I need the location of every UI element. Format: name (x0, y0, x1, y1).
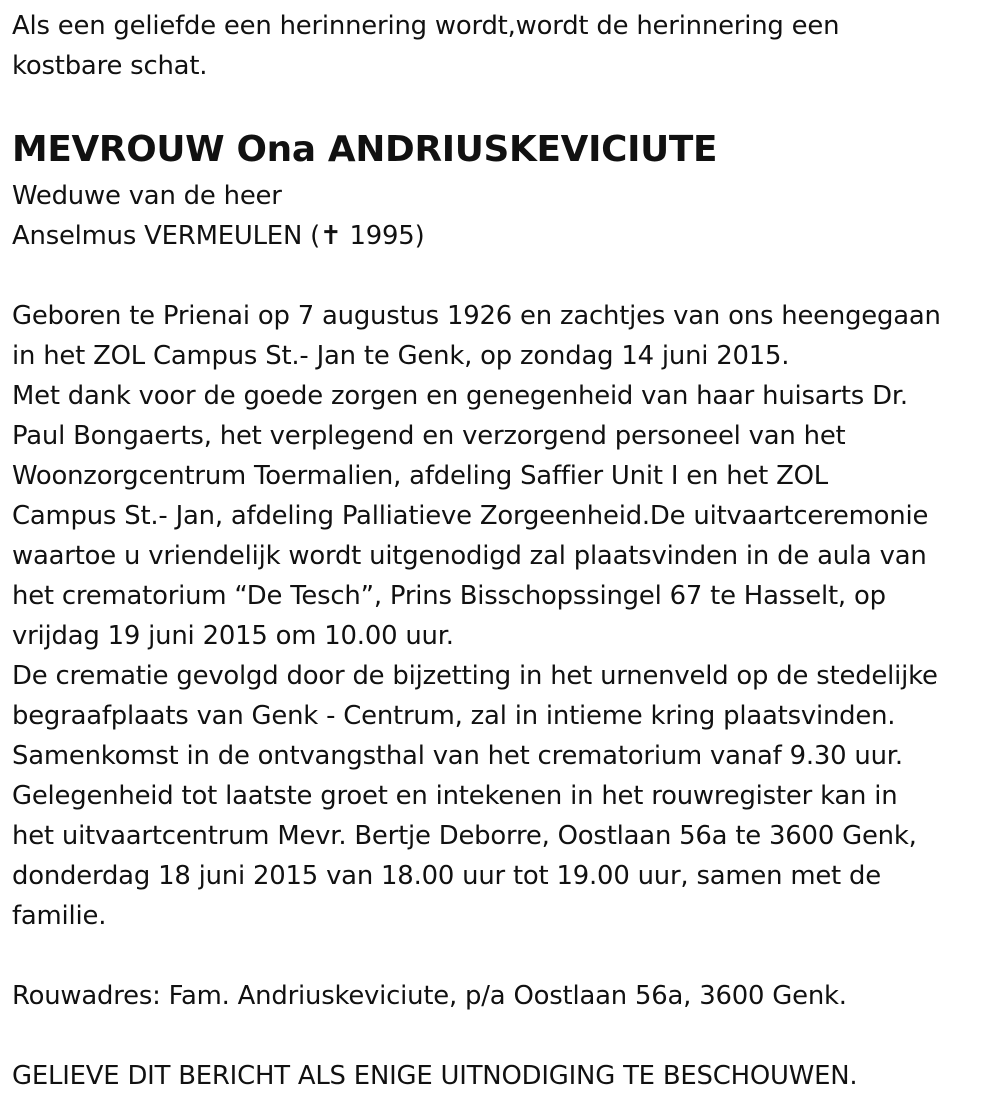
spouse-line (12, 216, 987, 256)
cross-icon: ✝ (320, 221, 342, 251)
body-line: Woonzorgcentrum Toermalien, afdeling Saffier Unit I en het ZOL (12, 461, 828, 491)
body-line: Samenkomst in de ontvangsthal van het crematorium vanaf 9.30 uur. (12, 741, 903, 771)
spouse-name: Anselmus VERMEULEN ( (12, 221, 321, 251)
spacer (12, 936, 992, 976)
quote-line-1: Als een geliefde een herinnering wordt,wordt de herinnering een (12, 11, 840, 41)
body-line: in het ZOL Campus St.- Jan te Genk, op zondag 14 juni 2015. (12, 341, 790, 371)
body-line: Campus St.- Jan, afdeling Palliatieve Zorgeenheid.De uitvaartceremonie (12, 501, 929, 531)
body-line: donderdag 18 juni 2015 van 18.00 uur tot 19.00 uur, samen met de (12, 861, 881, 891)
spacer (12, 256, 992, 296)
body-line: waartoe u vriendelijk wordt uitgenodigd zal plaatsvinden in de aula van (12, 541, 927, 571)
notice-line: GELIEVE DIT BERICHT ALS ENIGE UITNODIGING TE BESCHOUWEN. (12, 1061, 858, 1091)
body-line: Met dank voor de goede zorgen en genegenheid van haar huisarts Dr. (12, 381, 908, 411)
body-line: De crematie gevolgd door de bijzetting in het urnenveld op de stedelijke (12, 661, 938, 691)
relation-line: Weduwe van de heer (12, 181, 282, 211)
mourning-address: Rouwadres: Fam. Andriuskeviciute, p/a Oostlaan 56a, 3600 Genk. (12, 981, 847, 1011)
spouse-death-year: 1995) (349, 221, 425, 251)
body-line: Geboren te Prienai op 7 augustus 1926 en zachtjes van ons heengegaan (12, 301, 941, 331)
body-line: Paul Bongaerts, het verplegend en verzorgend personeel van het (12, 421, 846, 451)
obituary-notice (12, 6, 992, 1096)
deceased-name: MEVROUW Ona ANDRIUSKEVICIUTE (12, 129, 718, 170)
body-line: vrijdag 19 juni 2015 om 10.00 uur. (12, 621, 454, 651)
body-line: het crematorium “De Tesch”, Prins Bisschopssingel 67 te Hasselt, op (12, 581, 886, 611)
body-line: Gelegenheid tot laatste groet en intekenen in het rouwregister kan in (12, 781, 898, 811)
body-line: familie. (12, 901, 107, 931)
spacer (12, 1016, 992, 1056)
body-line: het uitvaartcentrum Mevr. Bertje Deborre, Oostlaan 56a te 3600 Genk, (12, 821, 917, 851)
body-line: begraafplaats van Genk - Centrum, zal in intieme kring plaatsvinden. (12, 701, 896, 731)
quote-line-2: kostbare schat. (12, 51, 208, 81)
